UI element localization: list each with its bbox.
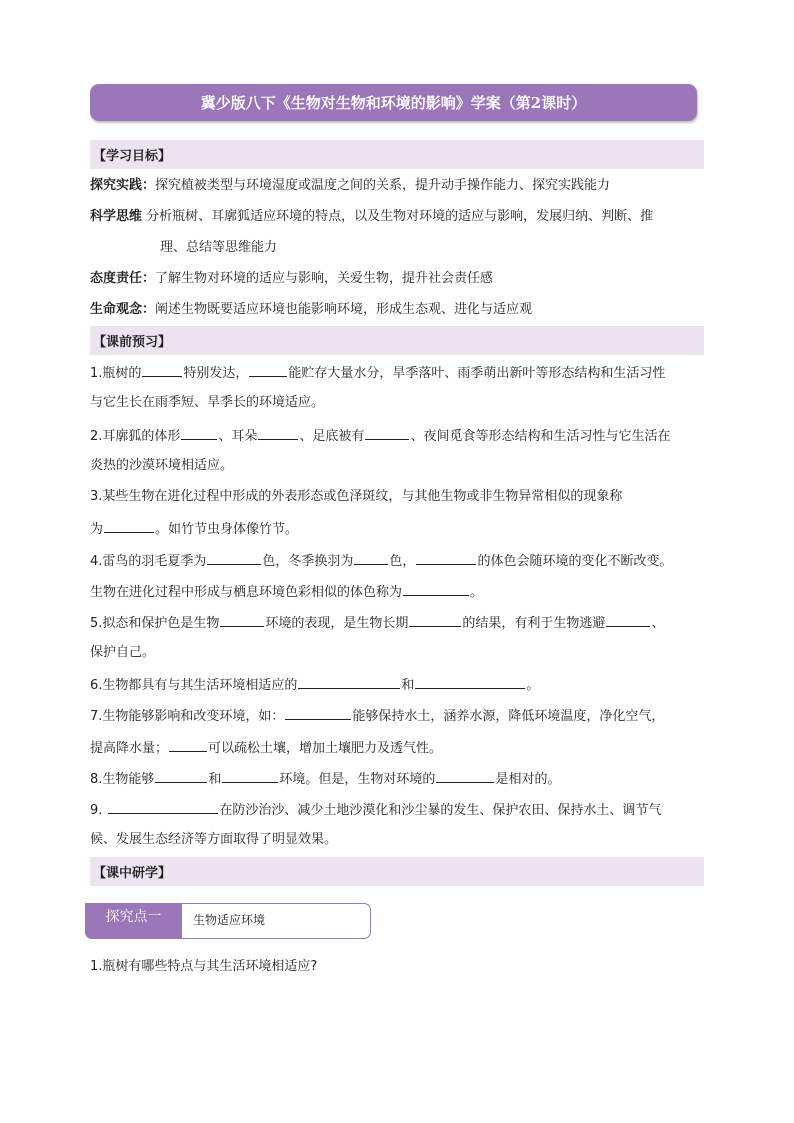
preview-q8: 8.生物能够 和 环境。但是，生物对环境的 是相对的。	[90, 768, 560, 790]
preview-q1-cont: 与它生长在雨季短、旱季长的环境适应。	[90, 395, 325, 410]
answer-blank[interactable]	[298, 674, 400, 689]
section-header-research: 【课中研学】	[90, 857, 704, 886]
preview-q9: 9. 在防沙治沙、减少土地沙漠化和沙尘暴的发生、保护农田、保持水土、调节气	[90, 799, 661, 821]
section-header-preview: 【课前预习】	[90, 326, 704, 355]
answer-blank[interactable]	[220, 612, 264, 627]
objective-text: 探究植被类型与环境湿度或温度之间的关系，提升动手操作能力、探究实践能力	[155, 178, 611, 193]
preview-q5: 5.拟态和保护色是生物 环境的表现，是生物长期 的结果，有利于生物逃避 、	[90, 612, 664, 634]
answer-blank[interactable]	[108, 799, 218, 814]
answer-blank[interactable]	[207, 550, 261, 565]
objective-text: 阐述生物既要适应环境也能影响环境，形成生态观、进化与适应观	[155, 302, 533, 317]
objective-attitude	[90, 269, 493, 289]
objective-thinking-cont: 理、总结等思维能力	[160, 240, 278, 255]
answer-blank[interactable]	[258, 425, 298, 440]
preview-q3-cont: 为 。如竹节虫身体像竹节。	[90, 518, 298, 540]
inquiry-point-box	[85, 903, 371, 939]
preview-q5-cont: 保护自己。	[90, 645, 156, 660]
section-header-objectives: 【学习目标】	[90, 140, 704, 169]
research-q1: 1.瓶树有哪些特点与其生活环境相适应?	[90, 959, 318, 974]
answer-blank[interactable]	[606, 612, 650, 627]
preview-q1: 1.瓶树的 特别发达， 能贮存大量水分，旱季落叶、雨季萌出新叶等形态结构和生活习性	[90, 362, 665, 384]
answer-blank[interactable]	[416, 550, 476, 565]
objective-practice	[90, 176, 610, 196]
preview-q7-cont: 提高降水量； 可以疏松土壤，增加土壤肥力及透气性。	[90, 737, 442, 759]
answer-blank[interactable]	[104, 518, 154, 533]
objective-life-concept	[90, 300, 532, 320]
answer-blank[interactable]	[142, 362, 182, 377]
preview-q9-cont: 候、发展生态经济等方面取得了明显效果。	[90, 832, 338, 847]
answer-blank[interactable]	[354, 550, 388, 565]
objective-text: 了解生物对环境的适应与影响，关爱生物，提升社会责任感	[155, 271, 494, 286]
answer-blank[interactable]	[181, 425, 217, 440]
answer-blank[interactable]	[409, 612, 461, 627]
answer-blank[interactable]	[249, 362, 287, 377]
objective-text: 分析瓶树、耳廓狐适应环境的特点，以及生物对环境的适应与影响，发展归纳、判断、推	[142, 209, 654, 224]
objective-label: 科学思维	[90, 209, 143, 224]
answer-blank[interactable]	[436, 768, 494, 783]
preview-q2: 2.耳廓狐的体形 、耳朵 、足底被有 、夜间觅食等形态结构和生活习性与它生活在	[90, 425, 670, 447]
objective-label: 探究实践：	[90, 178, 156, 193]
objective-label: 生命观念：	[90, 302, 156, 317]
answer-blank[interactable]	[285, 705, 351, 720]
preview-q4: 4.雷鸟的羽毛夏季为 色，冬季换羽为 色， 的体色会随环境的变化不断改变。	[90, 550, 672, 572]
answer-blank[interactable]	[169, 737, 207, 752]
answer-blank[interactable]	[155, 768, 207, 783]
answer-blank[interactable]	[403, 581, 469, 596]
preview-q4-cont: 生物在进化过程中形成与栖息环境色彩相似的体色称为 。	[90, 581, 483, 603]
answer-blank[interactable]	[365, 425, 409, 440]
page-title: 冀少版八下《生物对生物和环境的影响》学案（第2课时）	[90, 84, 697, 121]
objective-thinking	[90, 207, 653, 227]
answer-blank[interactable]	[222, 768, 278, 783]
preview-q2-cont: 炎热的沙漠环境相适应。	[90, 458, 234, 473]
preview-q6: 6.生物都具有与其生活环境相适应的 和 。	[90, 674, 539, 696]
inquiry-point-title: 生物适应环境	[193, 913, 266, 927]
answer-blank[interactable]	[415, 674, 525, 689]
inquiry-point-tag: 探究点一	[85, 903, 182, 939]
objective-label: 态度责任：	[90, 271, 156, 286]
preview-q3: 3.某些生物在进化过程中形成的外表形态或色泽斑纹，与其他生物或非生物异常相似的现象称	[90, 489, 623, 504]
preview-q7: 7.生物能够影响和改变环境，如： 能够保持水土，涵养水源，降低环境温度，净化空气，	[90, 705, 664, 727]
